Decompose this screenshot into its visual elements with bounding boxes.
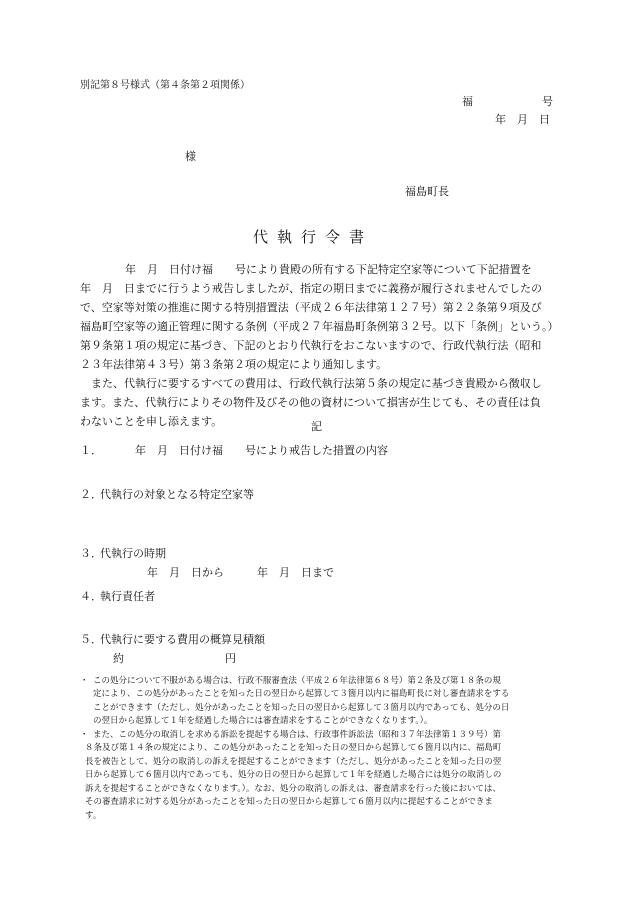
- note-line: 日から起算して６箇月以内であっても、処分の日の翌日から起算して１年を経過した場合には処分の取消しの: [85, 770, 502, 780]
- item-number: ５．: [80, 633, 102, 646]
- item-number: １．: [80, 444, 102, 457]
- note-line: す。: [85, 811, 102, 821]
- item-number: ２．: [80, 488, 102, 501]
- item-text: 代執行の時期: [100, 547, 166, 560]
- note-bullet: ・: [80, 730, 89, 740]
- form-label: 別記第８号様式（第４条第２項関係）: [80, 80, 250, 91]
- note-line: 定により、この処分があったことを知った日の翌日から起算して３箇月以内に福島町長に対し審査請求をする: [93, 689, 510, 699]
- note-bullet: ・: [80, 676, 89, 686]
- item-text: 代執行の対象となる特定空家等: [100, 488, 254, 501]
- page-title: 代執行令書: [253, 228, 374, 246]
- period-line: 年 月 日から 年 月 日まで: [147, 566, 334, 579]
- body-line: ます。また、代執行によりその物件及びその他の資材について損害が生じても、その責任は負: [80, 396, 541, 409]
- item-text: 代執行に要する費用の概算見積額: [100, 633, 265, 646]
- body-line: わないことを申し添えます。: [80, 415, 223, 428]
- cost-prefix: 約: [113, 652, 124, 665]
- note-line: 訴えを提起することができなくなります。）。なお、処分の取消しの訴えは、審査請求を行った後においては、: [85, 784, 501, 794]
- ki-label: 記: [311, 420, 322, 433]
- note-line: その審査請求に対する処分があったことを知った日の翌日から起算して６箇月以内に提起することができま: [85, 797, 493, 807]
- item-number: ４．: [80, 590, 102, 603]
- body-line: 福島町空家等の適正管理に関する条例（平成２７年福島町条例第３２号。以下「条例」という。）: [80, 320, 559, 333]
- body-line: また、代執行に要するすべての費用は、行政代執行法第５条の規定に基づき貴殿から徴収し: [91, 377, 542, 390]
- note-line: の翌日から起算して１年を経過した場合には審査請求をすることができなくなります。）。: [93, 716, 433, 726]
- addressee-honorific: 様: [185, 150, 196, 163]
- body-line: 年 月 日付け福 号により貴殿の所有する下記特定空家等について下記措置を: [125, 263, 532, 276]
- body-line: 年 月 日までに行うよう戒告しましたが、指定の期日までに義務が履行されませんでしたの: [80, 282, 542, 295]
- doc-number-prefix: 福: [462, 95, 473, 108]
- note-line: ことができます（ただし、処分があったことを知った日の翌日から起算して３箇月以内であっても、処分の日: [93, 703, 510, 713]
- item-text: 執行責任者: [100, 590, 155, 603]
- item-number: ３．: [80, 547, 102, 560]
- note-line: ８条及び第１４条の規定により、この処分があったことを知った日の翌日から起算して６箇月以内に、福島町: [85, 743, 502, 753]
- body-line: ２３年法律第４３号）第３条第２項の規定により通知します。: [80, 358, 388, 371]
- note-line: また、この処分の取消しを求める訴訟を提起する場合は、行政事件訴訟法（昭和３７年法律第１３９号）第: [93, 730, 502, 740]
- note-line: 長を被告として、処分の取消しの訴えを提起することができます（ただし、処分があったことを知った日の翌: [85, 757, 502, 767]
- body-line: で、空家等対策の推進に関する特別措置法（平成２６年法律第１２７号）第２２条第９項及び: [80, 301, 542, 314]
- date-line: 年 月 日: [495, 113, 550, 126]
- cost-unit: 円: [225, 652, 236, 665]
- issuer-title: 福島町長: [405, 185, 449, 198]
- body-line: 第９条第１項の規定に基づき、下記のとおり代執行をおこないますので、行政代執行法（昭和: [80, 339, 542, 352]
- item-text: 年 月 日付け福 号により戒告した措置の内容: [135, 444, 388, 457]
- doc-number-suffix: 号: [542, 95, 553, 108]
- note-line: この処分について不服がある場合は、行政不服審査法（平成２６年法律第６８号）第２条及び第１８条の規: [93, 676, 501, 686]
